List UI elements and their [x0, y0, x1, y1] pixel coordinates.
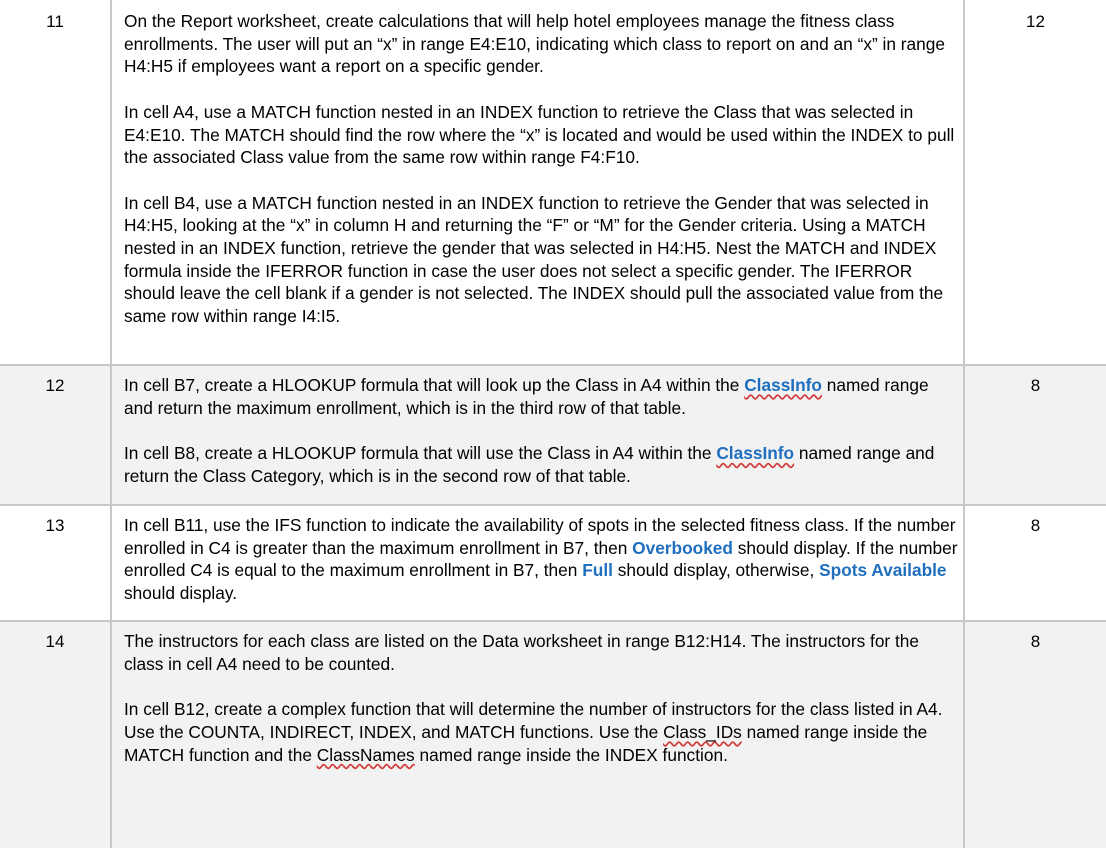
- column-divider: [963, 0, 965, 848]
- row-divider: [0, 364, 1106, 366]
- named-range-class-ids: Class_IDs: [663, 721, 742, 742]
- step-description: [124, 10, 959, 328]
- value-spots-available: Spots Available: [819, 560, 947, 581]
- paragraph: In cell B11, use the IFS function to indicate the availability of spots in the selected fitness class. If the number enrolled in C4 is greater than the maximum enrollment in B7, then Overbooked should display. If the number enrolled C4 is equal to the maximum enrollment in B7, then Full should display, otherwise, Spots Available should display.: [124, 515, 958, 604]
- table-row-13: [0, 504, 1106, 620]
- step-number: 13: [45, 516, 65, 535]
- paragraph: The instructors for each class are listed on the Data worksheet in range B12:H14. The instructors for the class in cell A4 need to be counted.: [124, 631, 920, 674]
- named-range-classinfo: ClassInfo: [744, 375, 822, 395]
- row-divider: [0, 620, 1106, 622]
- points-value: 12: [1026, 12, 1045, 31]
- table-row-12: [0, 364, 1106, 504]
- paragraph: In cell B8, create a HLOOKUP formula that will use the Class in A4 within the ClassInfo named range and return the Class Category, which is in the second row of that table.: [124, 443, 935, 486]
- points-value: 8: [1030, 376, 1041, 395]
- named-range-classnames: ClassNames: [316, 744, 415, 765]
- points-value: 8: [1030, 632, 1041, 651]
- table-row-14: [0, 620, 1106, 848]
- value-full: Full: [582, 560, 613, 581]
- step-description: [124, 630, 959, 766]
- value-overbooked: Overbooked: [632, 537, 733, 558]
- step-description: [124, 374, 959, 488]
- row-divider: [0, 504, 1106, 506]
- paragraph: In cell B12, create a complex function that will determine the number of instructors for the class listed in A4. Use the COUNTA, INDIRECT, INDEX, and MATCH functions. Use the Class_IDs named range inside the MATCH function and the ClassNames named range inside the INDEX function.: [124, 699, 943, 765]
- paragraph: On the Report worksheet, create calculations that will help hotel employees manage the fitness class enrollments. The user will put an “x” in range E4:E10, indicating which class to report on and an “x” in range H4:H5 if employees want a report on a specific gender.: [124, 11, 945, 77]
- table-row-11: [0, 0, 1106, 364]
- step-number: 14: [45, 632, 65, 651]
- points-value: 8: [1030, 516, 1041, 535]
- paragraph: In cell A4, use a MATCH function nested in an INDEX function to retrieve the Class that was selected in E4:E10. The MATCH should find the row where the “x” is located and would be used within the INDEX to pull the associated Class value from the same row within range F4:F10.: [124, 101, 955, 168]
- column-divider: [110, 0, 112, 848]
- named-range-classinfo: ClassInfo: [716, 443, 795, 464]
- paragraph: In cell B7, create a HLOOKUP formula that will look up the Class in A4 within the ClassInfo named range and return the maximum enrollment, which is in the third row of that table.: [124, 375, 929, 418]
- step-number: 11: [46, 12, 64, 31]
- paragraph: In cell B4, use a MATCH function nested in an INDEX function to retrieve the Gender that was selected in H4:H5, looking at the “x” in column H and returning the “F” or “M” for the Gender criteria. Using a MATCH nested in an INDEX function, retrieve the gender that was selected in H4:H5. Nest the MATCH and INDEX formula inside the IFERROR function in case the user does not select a specific gender. The IFERROR should leave the cell blank if a gender is not selected. The INDEX should pull the associated value from the same row within range I4:I5.: [124, 192, 944, 327]
- step-number: 12: [45, 376, 65, 395]
- step-description: [124, 514, 959, 605]
